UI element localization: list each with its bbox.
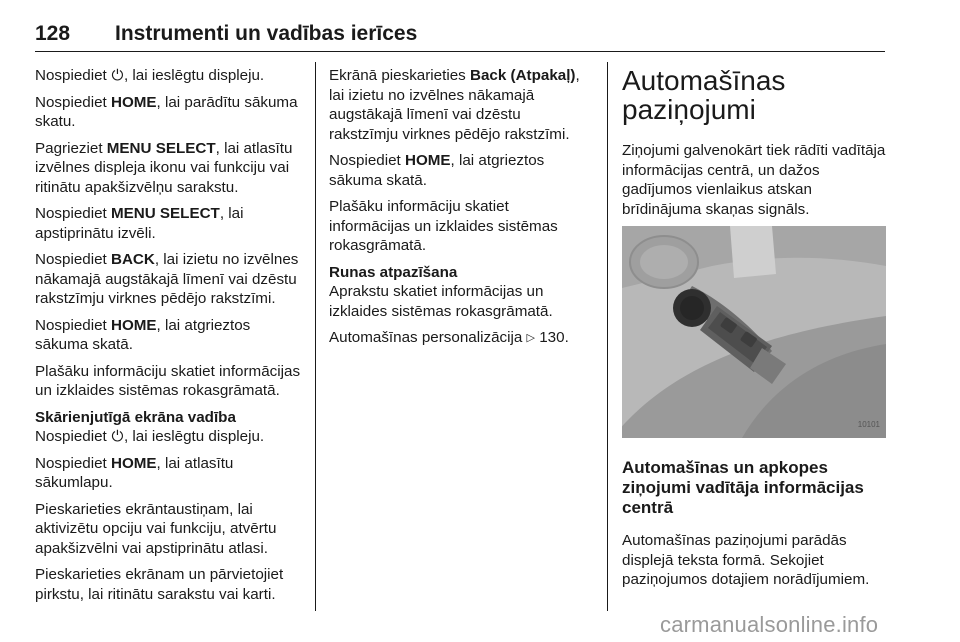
paragraph xyxy=(329,328,594,349)
paragraph xyxy=(35,204,305,243)
paragraph: Pieskarieties ekrāntaustiņam, lai aktivizētu opciju vai funkciju, atvērtu apakšizvēlni vai apstiprinātu atlasi. xyxy=(35,500,277,557)
steering-column-stalk-figure xyxy=(622,226,886,438)
text: , lai izietu no izvēlnes nākamajā augstākajā līmenī vai dzēstu rakstzīmju virknes pēdējo rakstzīmi. xyxy=(329,67,580,143)
subsection-title: Automašīnas un apkopes ziņojumi vadītāja informācijas centrā xyxy=(622,458,864,517)
column-2 xyxy=(329,66,594,356)
page-reference[interactable]: 130. xyxy=(535,329,569,346)
power-icon: ⏻ xyxy=(111,428,124,445)
text: , lai ieslēgtu displeju. xyxy=(123,67,265,84)
text: , lai parādītu sākuma skatu. xyxy=(35,93,298,130)
text: Nospiediet xyxy=(35,454,111,472)
paragraph: Aprakstu skatiet informācijas un izklaides sistēmas rokasgrāmatā. xyxy=(329,283,553,320)
subheading: Skārienjutīgā ekrāna vadība xyxy=(35,408,236,426)
column-1 xyxy=(35,66,305,611)
paragraph: Automašīnas paziņojumi parādās displejā teksta formā. Sekojiet paziņojumos dotajiem norādījumiem. xyxy=(622,532,870,588)
paragraph: Ziņojumi galvenokārt tiek rādīti vadītāja informācijas centrā, un dažos gadījumos vienlaikus atskan brīdinājuma skaņas signāls. xyxy=(622,142,886,218)
figure-code: 10101 xyxy=(857,419,880,429)
column-3 xyxy=(622,66,890,597)
text: , lai atlasītu izvēlnes displeja ikonu vai funkciju vai ritinātu apakšizvēlņu sarakstu. xyxy=(35,139,293,196)
paragraph xyxy=(35,250,305,309)
button-name: MENU SELECT xyxy=(106,139,216,157)
button-name: HOME xyxy=(110,93,157,111)
paragraph xyxy=(329,66,594,144)
chapter-title: Instrumenti un vadības ierīces xyxy=(115,22,418,45)
button-name: MENU SELECT xyxy=(110,205,220,222)
text: , lai apstiprinātu izvēli. xyxy=(35,205,244,242)
paragraph xyxy=(35,316,305,355)
subheading: Runas atpazīšana xyxy=(329,263,458,281)
power-icon: ⏻ xyxy=(111,67,124,84)
paragraph: Plašāku informāciju skatiet informācijas un izklaides sistēmas rokasgrāmatā. xyxy=(35,362,301,399)
column-divider-2 xyxy=(607,62,608,611)
text: Automašīnas personalizācija xyxy=(329,329,527,346)
text: Ekrānā pieskarieties xyxy=(329,67,470,84)
text: Nospiediet xyxy=(329,152,405,169)
paragraph xyxy=(35,454,305,493)
page-header xyxy=(35,22,885,46)
text: Nospiediet xyxy=(35,251,111,268)
text: , lai ieslēgtu displeju. xyxy=(123,428,265,445)
watermark: carmanualsonline.info xyxy=(660,612,879,637)
button-name: HOME xyxy=(110,454,157,472)
paragraph xyxy=(329,151,594,190)
paragraph xyxy=(35,139,305,198)
text: , lai izietu no izvēlnes nākamajā augstākajā līmenī vai dzēstu rakstzīmju virknes pēdējo rakstzīmi. xyxy=(35,251,299,307)
text: Nospiediet xyxy=(35,316,111,334)
paragraph xyxy=(35,427,305,447)
button-name: HOME xyxy=(110,316,157,334)
button-name: HOME xyxy=(404,152,451,169)
text: Nospiediet xyxy=(35,428,111,445)
paragraph: Pieskarieties ekrānam un pārvietojiet pirkstu, lai ritinātu sarakstu vai karti. xyxy=(35,566,284,603)
text: Pagrieziet xyxy=(35,139,107,157)
paragraph: Plašāku informāciju skatiet informācijas un izklaides sistēmas rokasgrāmatā. xyxy=(329,198,558,254)
text: , lai atgrieztos sākuma skatā. xyxy=(329,152,545,189)
button-name: Back (Atpakaļ) xyxy=(469,67,576,84)
text: Nospiediet xyxy=(35,67,111,84)
text: Nospiediet xyxy=(35,93,111,111)
header-divider xyxy=(35,51,885,52)
text: , lai atlasītu sākumlapu. xyxy=(35,454,234,491)
paragraph xyxy=(35,93,305,132)
section-title: Automašīnas paziņojumi xyxy=(622,65,786,125)
text: Nospiediet xyxy=(35,205,111,222)
cross-reference-triangle-icon: ▷ xyxy=(526,332,536,344)
column-divider-1 xyxy=(315,62,316,611)
button-name: BACK xyxy=(110,251,155,268)
paragraph xyxy=(35,66,305,86)
text: , lai atgrieztos sākuma skatā. xyxy=(35,316,251,353)
stalk-illustration xyxy=(622,226,886,438)
page-number: 128 xyxy=(35,22,71,45)
